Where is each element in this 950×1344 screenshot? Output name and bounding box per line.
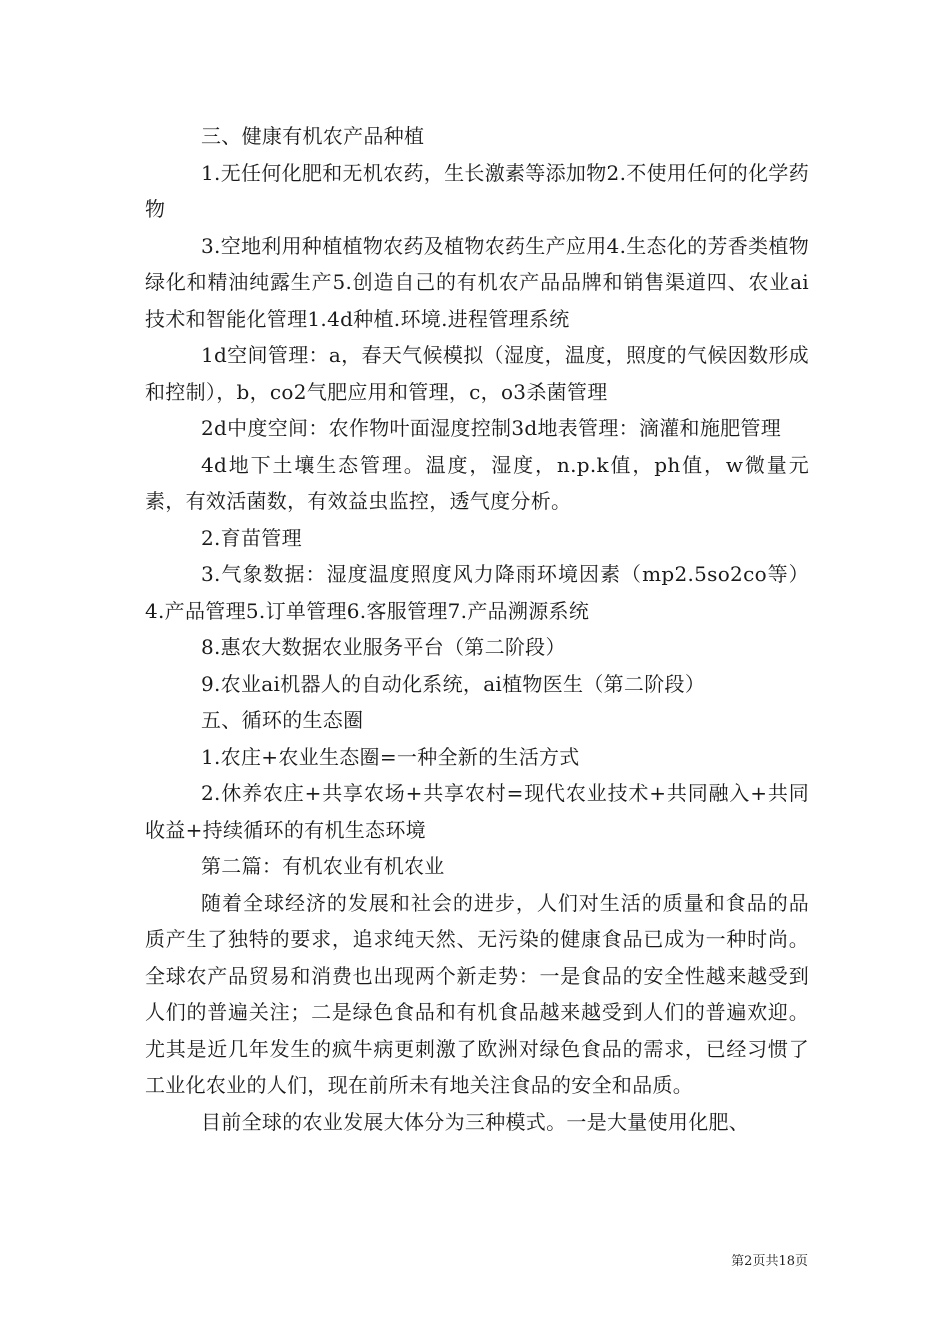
paragraph: 3.空地利用种植植物农药及植物农药生产应用4.生态化的芳香类植物绿化和精油纯露生产5.创造自己的有机农产品品牌和销售渠道四、农业ai技术和智能化管理1.4d种植.环境.进程管理系统 — [145, 233, 809, 331]
paragraph: 4d地下土壤生态管理。温度，湿度，n.p.k值，ph值，w微量元素，有效活菌数，有效益虫监控，透气度分析。 — [145, 452, 809, 513]
paragraph: 2.育苗管理 — [201, 525, 302, 550]
paragraph: 9.农业ai机器人的自动化系统，ai植物医生（第二阶段） — [201, 671, 706, 696]
paragraph: 8.惠农大数据农业服务平台（第二阶段） — [201, 635, 566, 659]
paragraph: 目前全球的农业发展大体分为三种模式。一是大量使用化肥、 — [201, 1109, 750, 1134]
paragraph: 1d空间管理：a，春天气候模拟（湿度，温度，照度的气候因数形成和控制），b，co2气肥应用和管理，c，o3杀菌管理 — [145, 343, 809, 404]
document-body — [145, 118, 809, 1140]
paragraph: 3.气象数据：湿度温度照度风力降雨环境因素（mp2.5so2co等）4.产品管理5.订单管理6.客服管理7.产品溯源系统 — [145, 562, 809, 623]
heading-part-two: 第二篇：有机农业有机农业 — [201, 854, 445, 878]
paragraph: 随着全球经济的发展和社会的进步，人们对生活的质量和食品的品质产生了独特的要求，追求纯天然、无污染的健康食品已成为一种时尚。全球农产品贸易和消费也出现两个新走势：一是食品的安全性越来越受到人们的普遍关注；二是绿色食品和有机食品越来越受到人们的普遍欢迎。尤其是近几年发生的疯牛病更刺激了欧洲对绿色食品的需求，已经习惯了工业化农业的人们，现在前所未有地关注食品的安全和品质。 — [145, 890, 809, 1097]
paragraph: 2.休养农庄+共享农场+共享农村=现代农业技术+共同融入+共同收益+持续循环的有机生态环境 — [145, 781, 809, 842]
paragraph: 2d中度空间：农作物叶面湿度控制3d地表管理：滴灌和施肥管理 — [201, 416, 782, 440]
page-number-footer: 第2页共18页 — [731, 1254, 808, 1269]
heading-section-five: 五、循环的生态圈 — [201, 708, 364, 732]
heading-section-three: 三、健康有机农产品种植 — [201, 124, 425, 148]
paragraph: 1.无任何化肥和无机农药，生长激素等添加物2.不使用任何的化学药物 — [145, 160, 809, 221]
paragraph: 1.农庄+农业生态圈=一种全新的生活方式 — [201, 744, 580, 769]
